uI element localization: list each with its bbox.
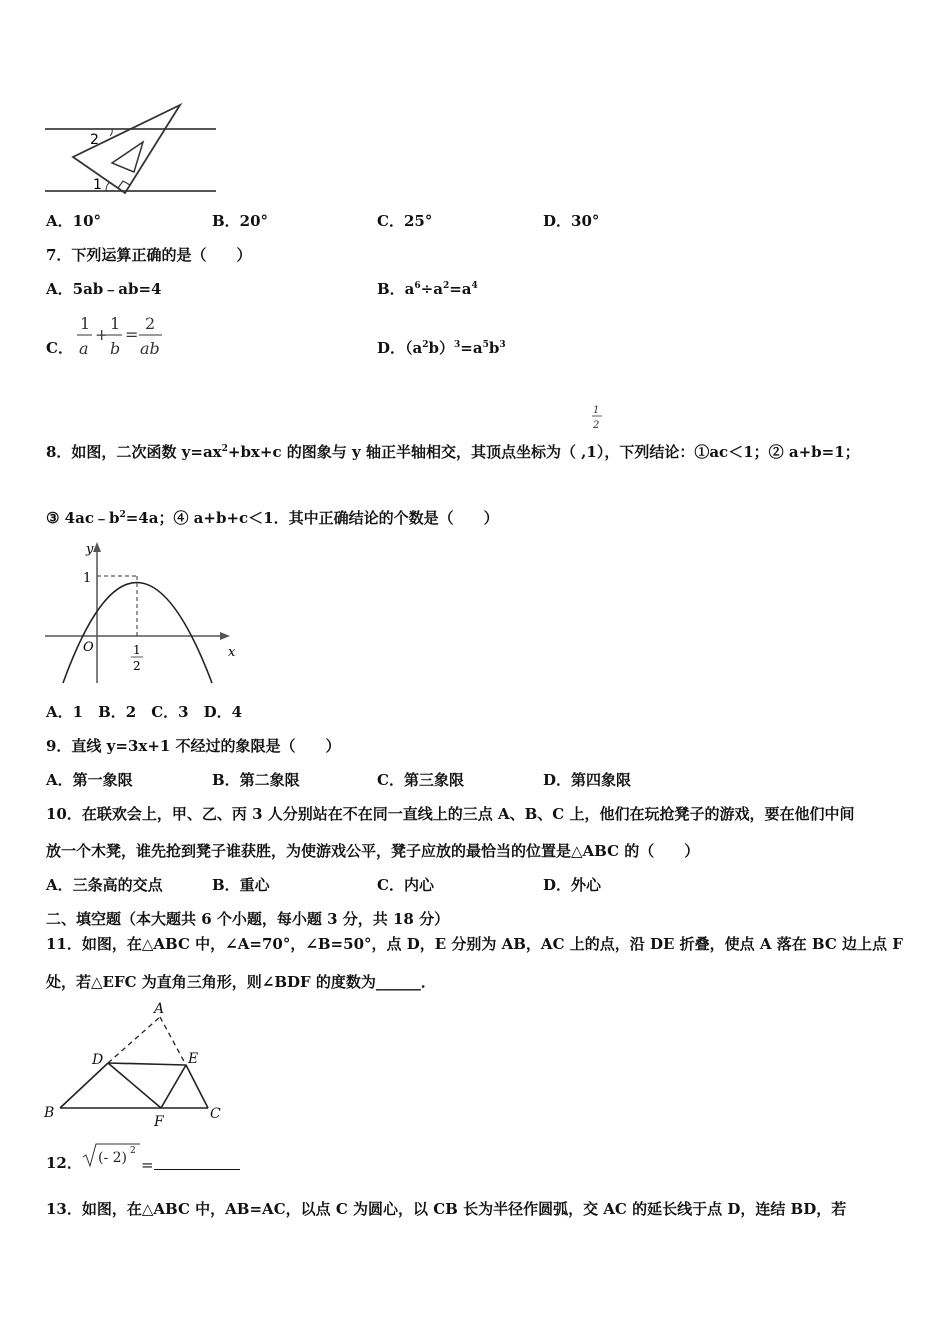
q8-line2-part1: ③ 4ac﹣b <box>46 509 120 527</box>
q7-b-sup1: 6 <box>414 281 421 291</box>
q11-segment-ec <box>186 1065 208 1108</box>
q7-b-sup2: 2 <box>442 281 450 291</box>
q7-c-num2: 1 <box>110 314 121 333</box>
q12-radicand: (- 2) <box>98 1150 128 1166</box>
q7-c-num3: 2 <box>145 314 156 333</box>
q12-radical <box>82 1140 147 1172</box>
q8-label-half-num: 1 <box>133 643 141 657</box>
q10-option-a[interactable]: A．三条高的交点 <box>46 876 163 894</box>
q7-c-plus: + <box>95 325 109 344</box>
q9-option-c[interactable]: C．第三象限 <box>377 771 464 789</box>
q6-option-c[interactable]: C．25° <box>377 212 433 230</box>
q11-dashed-da <box>108 1017 160 1063</box>
q8-stem-sup: 2 <box>221 444 228 454</box>
q7-c-eq: = <box>125 325 139 344</box>
q7-c-den3: ab <box>140 339 160 358</box>
q7-c-num1: 1 <box>80 314 91 333</box>
q7-option-b[interactable] <box>377 279 478 299</box>
q8-y-arrow <box>93 542 101 552</box>
q11-dashed-ae <box>160 1017 186 1065</box>
q7-d-sup1: 2 <box>422 340 429 350</box>
q11-figure <box>40 1000 230 1130</box>
q7-c-den1: a <box>79 339 89 358</box>
q8-graph <box>40 538 245 688</box>
q7-d-sup4: 3 <box>499 340 506 350</box>
q10-stem-line2: 放一个木凳，谁先抢到凳子谁获胜，为使游戏公平，凳子应放的最恰当的位置是△ABC 的（ ） <box>46 842 700 860</box>
q8-line2-part2: =4a；④ a+b+c＜1．其中正确结论的个数是（ ） <box>125 509 499 527</box>
section-2-heading: 二、填空题（本大题共 6 个小题，每小题 3 分，共 18 分） <box>46 910 450 928</box>
q11-label-e: E <box>188 1051 199 1067</box>
q11-segment-de <box>108 1063 186 1065</box>
q7-d-prefix: D．（a <box>377 339 423 357</box>
q6-label-1: 1 <box>93 177 102 193</box>
q7-d-sup3: 5 <box>482 340 489 350</box>
q6-figure <box>40 100 220 200</box>
q8-label-x: x <box>228 645 236 660</box>
q12-label: 12． <box>46 1154 82 1172</box>
q6-set-square-inner <box>112 142 143 172</box>
q8-label-one: 1 <box>83 571 92 586</box>
q11-label-b: B <box>44 1105 55 1121</box>
q11-label-f: F <box>154 1114 164 1130</box>
q7-option-c-label[interactable]: C． <box>46 339 73 357</box>
q7-d-end2: b <box>488 339 500 357</box>
q9-stem: 9．直线 y=3x+1 不经过的象限是（ ） <box>46 737 341 755</box>
q11-stem-line2: 处，若△EFC 为直角三角形，则∠BDF 的度数为______． <box>46 973 436 991</box>
q11-label-c: C <box>210 1106 221 1122</box>
q7-d-end1: =a <box>460 339 483 357</box>
q10-option-d[interactable]: D．外心 <box>543 876 602 894</box>
q8-label-y: y <box>86 542 94 557</box>
q7-b-sup3: 4 <box>471 281 478 291</box>
q12-blank[interactable] <box>154 1153 240 1170</box>
q8-line2-sup: 2 <box>119 510 126 520</box>
q12-answer-line[interactable] <box>141 1153 240 1175</box>
q7-stem: 7．下列运算正确的是（ ） <box>46 246 252 264</box>
q7-b-mid: ÷a <box>420 280 443 298</box>
q7-option-a[interactable]: A．5ab﹣ab=4 <box>46 280 162 298</box>
q7-c-den2: b <box>110 339 121 358</box>
q10-option-b[interactable]: B．重心 <box>212 876 270 894</box>
q6-angle-1-arc <box>106 182 110 191</box>
q11-segment-df <box>108 1063 161 1108</box>
q8-stem-line2 <box>46 508 499 528</box>
q6-option-b[interactable]: B．20° <box>212 212 269 230</box>
q11-label-d: D <box>92 1052 104 1068</box>
q7-option-d[interactable] <box>377 338 506 358</box>
q13-stem-line1: 13．如图，在△ABC 中，AB=AC，以点 C 为圆心，以 CB 长为半径作圆弧，交 AC 的延长线于点 D，连结 BD，若 <box>46 1200 847 1218</box>
q10-stem-line1: 10．在联欢会上，甲、乙、丙 3 人分别站在不在同一直线上的三点 A、B、C 上，他们在玩抢凳子的游戏，要在他们中间 <box>46 805 855 823</box>
q8-stem-part1: 8．如图，二次函数 y=ax <box>46 443 222 461</box>
q12-equals: = <box>141 1156 154 1174</box>
q9-option-d[interactable]: D．第四象限 <box>543 771 632 789</box>
q8-stem-part2: +bx+c 的图象与 y 轴正半轴相交，其顶点坐标为（ ,1），下列结论：①ac＜1；② a+b=1； <box>227 443 860 461</box>
q7-option-c-fractions <box>74 312 169 362</box>
q8-x-arrow <box>220 632 230 640</box>
q11-stem-line1: 11．如图，在△ABC 中，∠A=70°，∠B=50°，点 D，E 分别为 AB，AC 上的点，沿 DE 折叠，使点 A 落在 BC 边上点 F <box>46 935 903 953</box>
q6-label-2: 2 <box>90 132 99 148</box>
q6-angle-2-arc <box>110 129 112 136</box>
q7-d-mid: b） <box>428 339 454 357</box>
q8-half-den: 2 <box>593 420 600 431</box>
q8-floating-half <box>590 402 604 432</box>
q7-b-end: =a <box>449 280 472 298</box>
q8-options[interactable]: A．1 B．2 C．3 D．4 <box>46 703 243 721</box>
q11-segment-bd <box>60 1063 108 1108</box>
q7-d-sup2: 3 <box>454 340 461 350</box>
q9-option-b[interactable]: B．第二象限 <box>212 771 300 789</box>
q6-set-square-outer <box>73 105 180 193</box>
q8-half-num: 1 <box>593 405 600 416</box>
q12-exponent: 2 <box>130 1146 136 1156</box>
q10-option-c[interactable]: C．内心 <box>377 876 434 894</box>
q9-option-a[interactable]: A．第一象限 <box>46 771 133 789</box>
q6-option-a[interactable]: A．10° <box>46 212 102 230</box>
q8-label-origin: O <box>83 640 94 655</box>
q8-stem-line1 <box>46 442 860 462</box>
q7-b-prefix: B．a <box>377 280 415 298</box>
q8-label-half-den: 2 <box>133 659 141 673</box>
q11-segment-ef <box>161 1065 186 1108</box>
q6-option-d[interactable]: D．30° <box>543 212 600 230</box>
q11-label-a: A <box>154 1001 165 1017</box>
